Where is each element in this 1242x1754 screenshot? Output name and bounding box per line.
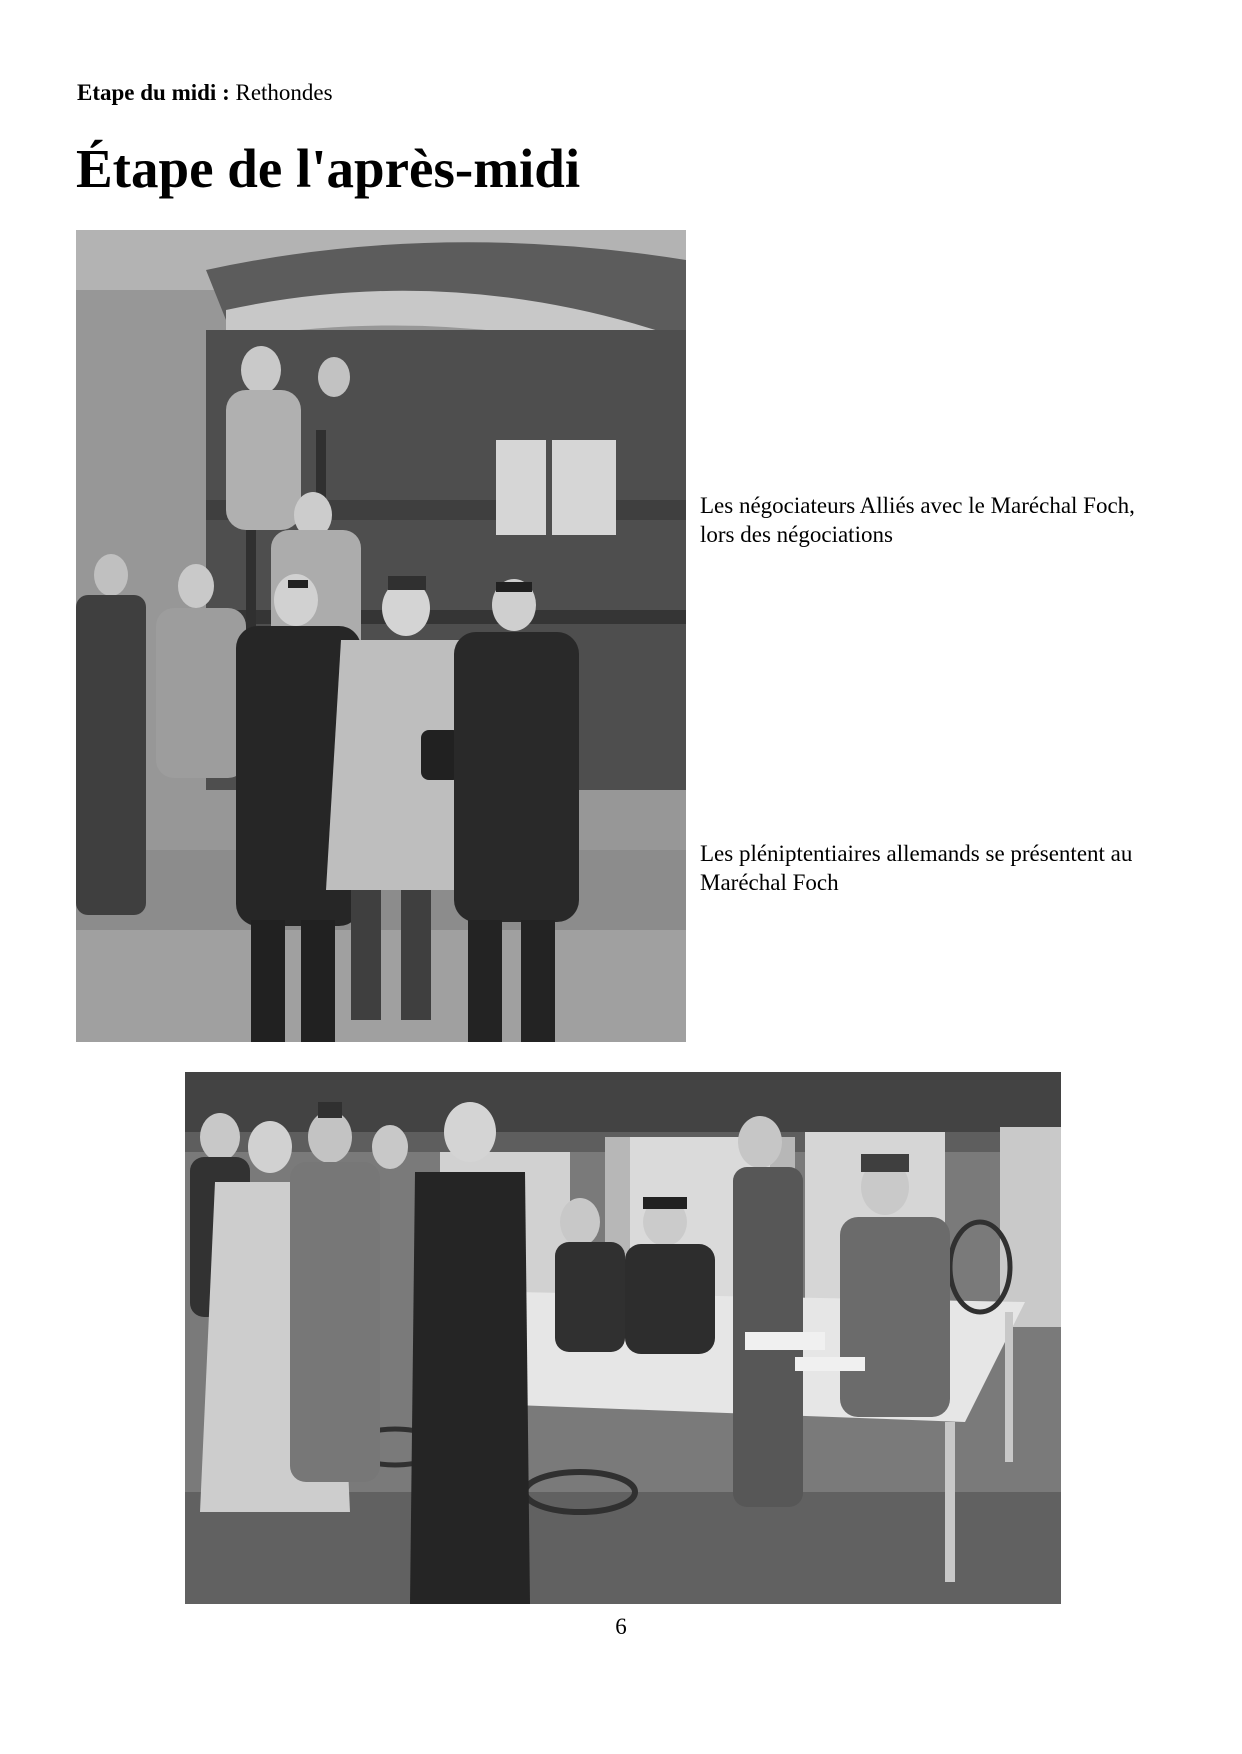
- page-title: Étape de l'après-midi: [76, 138, 581, 199]
- caption-german-plenipotentiaries: Les pléniptentiaires allemands se présentent au Maréchal Foch: [700, 841, 1133, 895]
- photo-negotiators-railway-carriage: [76, 230, 686, 1042]
- photo-negotiators-graphic: [76, 230, 686, 1042]
- photo-plenipotentiaries-graphic: [185, 1072, 1061, 1604]
- caption-allied-negotiators: Les négociateurs Alliés avec le Maréchal Foch, lors des négociations: [700, 493, 1135, 547]
- stage-line: [77, 78, 333, 108]
- photo-german-plenipotentiaries: [185, 1072, 1061, 1604]
- stage-label: Etape du midi :: [77, 80, 230, 105]
- page-number: 6: [615, 1614, 627, 1639]
- stage-value: Rethondes: [235, 80, 333, 105]
